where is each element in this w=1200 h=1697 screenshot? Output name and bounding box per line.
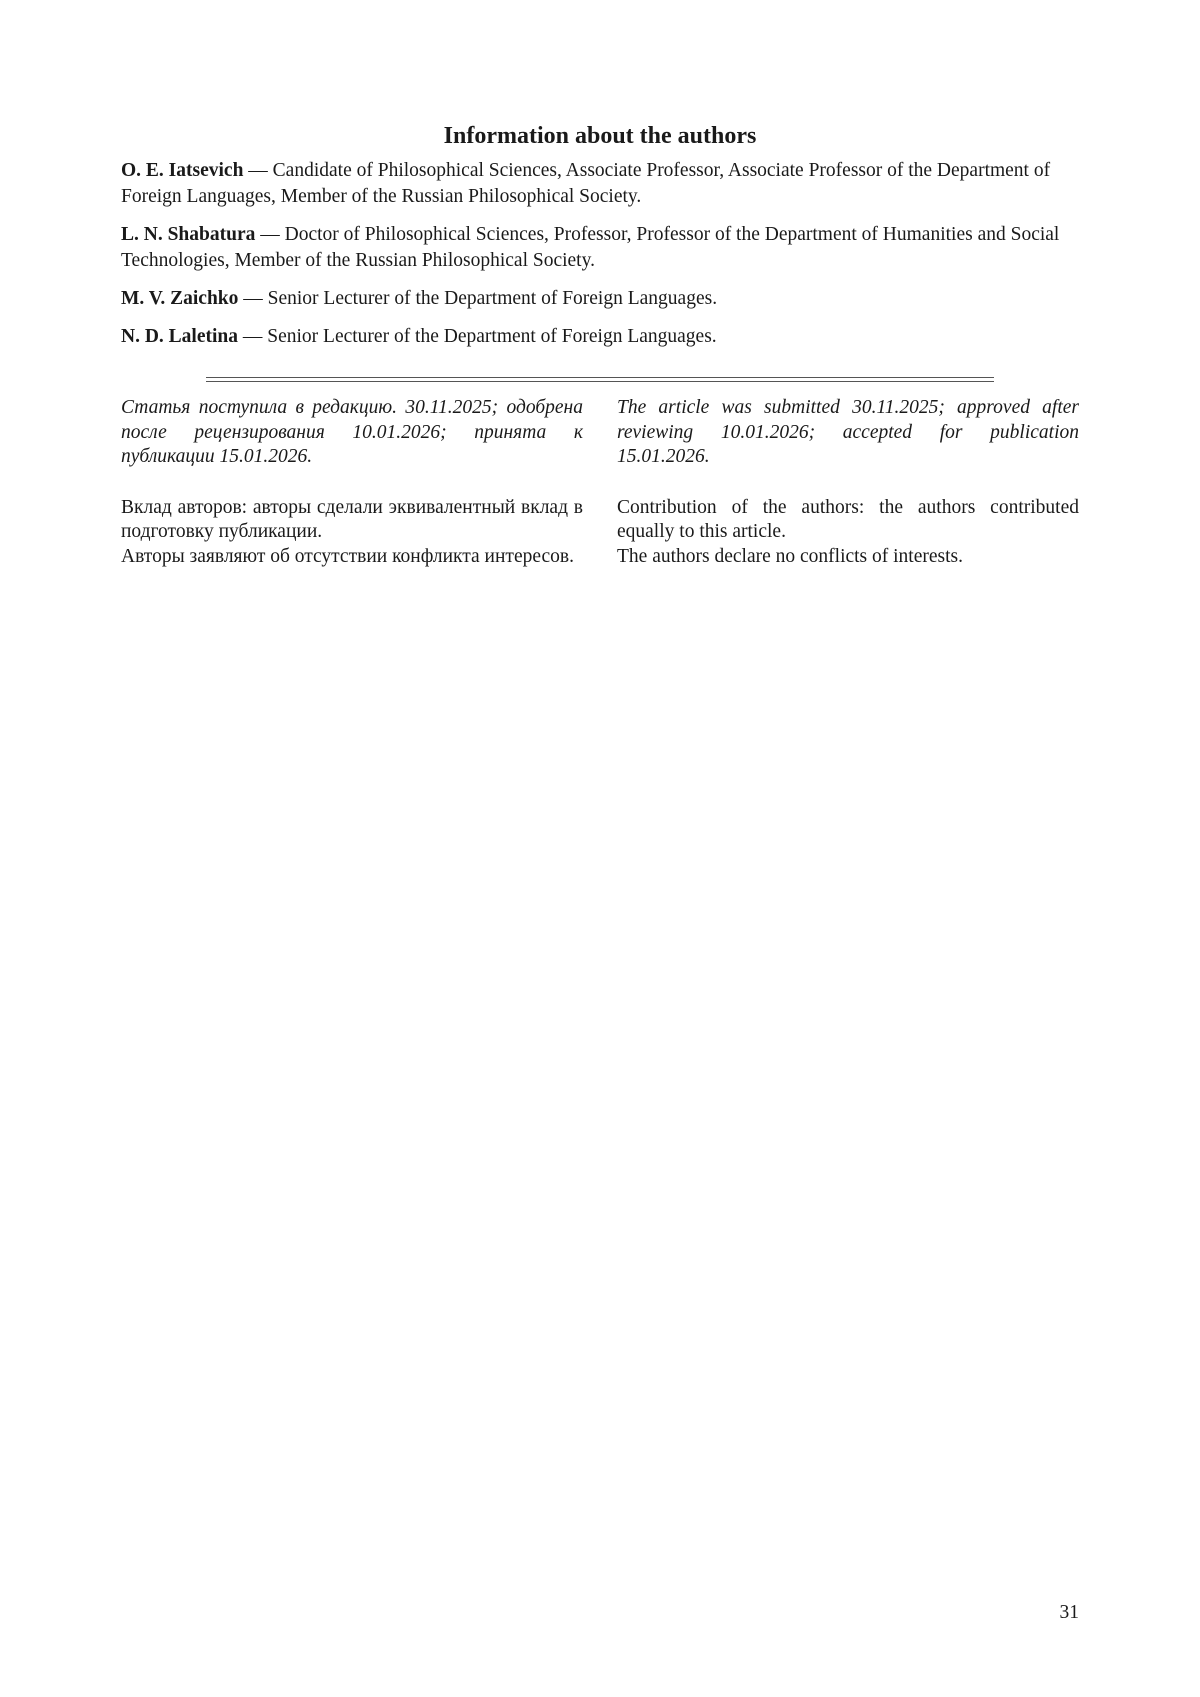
- author-description: — Candidate of Philosophical Sciences, Associate Professor, Associate Professor of the Department of Foreign Languages, Member of the Russian Philosophical Society.: [121, 160, 1051, 207]
- author-description: — Senior Lecturer of the Department of Foreign Languages.: [238, 288, 718, 309]
- conflict-statement-ru: Авторы заявляют об отсутствии конфликта интересов.: [121, 545, 574, 567]
- author-name: M. V. Zaichko: [121, 288, 239, 309]
- author-name: O. E. Iatsevich: [121, 160, 244, 181]
- page-number: 31: [1059, 1602, 1079, 1623]
- author-entry: [121, 286, 1079, 312]
- article-dates-ru: Статья поступила в редакцию. 30.11.2025; одобрена после рецензирования 10.01.2026; принята к публикации 15.01.2026.: [121, 397, 583, 467]
- author-name: L. N. Shabatura: [121, 224, 256, 245]
- article-dates-en: The article was submitted 30.11.2025; approved after reviewing 10.01.2026; accepted for publication 15.01.2026.: [617, 397, 1079, 467]
- double-rule-divider: [206, 377, 994, 382]
- section-title: Information about the authors: [443, 123, 757, 149]
- author-contribution-ru: Вклад авторов: авторы сделали эквивалентный вклад в подготовку публикации.: [121, 496, 583, 542]
- author-entry: [121, 222, 1079, 274]
- author-name: N. D. Laletina: [121, 326, 238, 347]
- author-entry: [121, 324, 1079, 350]
- author-description: — Doctor of Philosophical Sciences, Professor, Professor of the Department of Humanities and Social Technologies, Member of the Russian Philosophical Society.: [121, 224, 1060, 271]
- english-column: [617, 396, 1079, 569]
- russian-column: [121, 396, 583, 569]
- author-description: — Senior Lecturer of the Department of Foreign Languages.: [238, 326, 717, 347]
- author-contribution-en: Contribution of the authors: the authors contributed equally to this article.: [617, 496, 1079, 542]
- authors-list: [121, 158, 1079, 362]
- conflict-statement-en: The authors declare no conflicts of interests.: [617, 545, 964, 567]
- author-entry: [121, 158, 1079, 210]
